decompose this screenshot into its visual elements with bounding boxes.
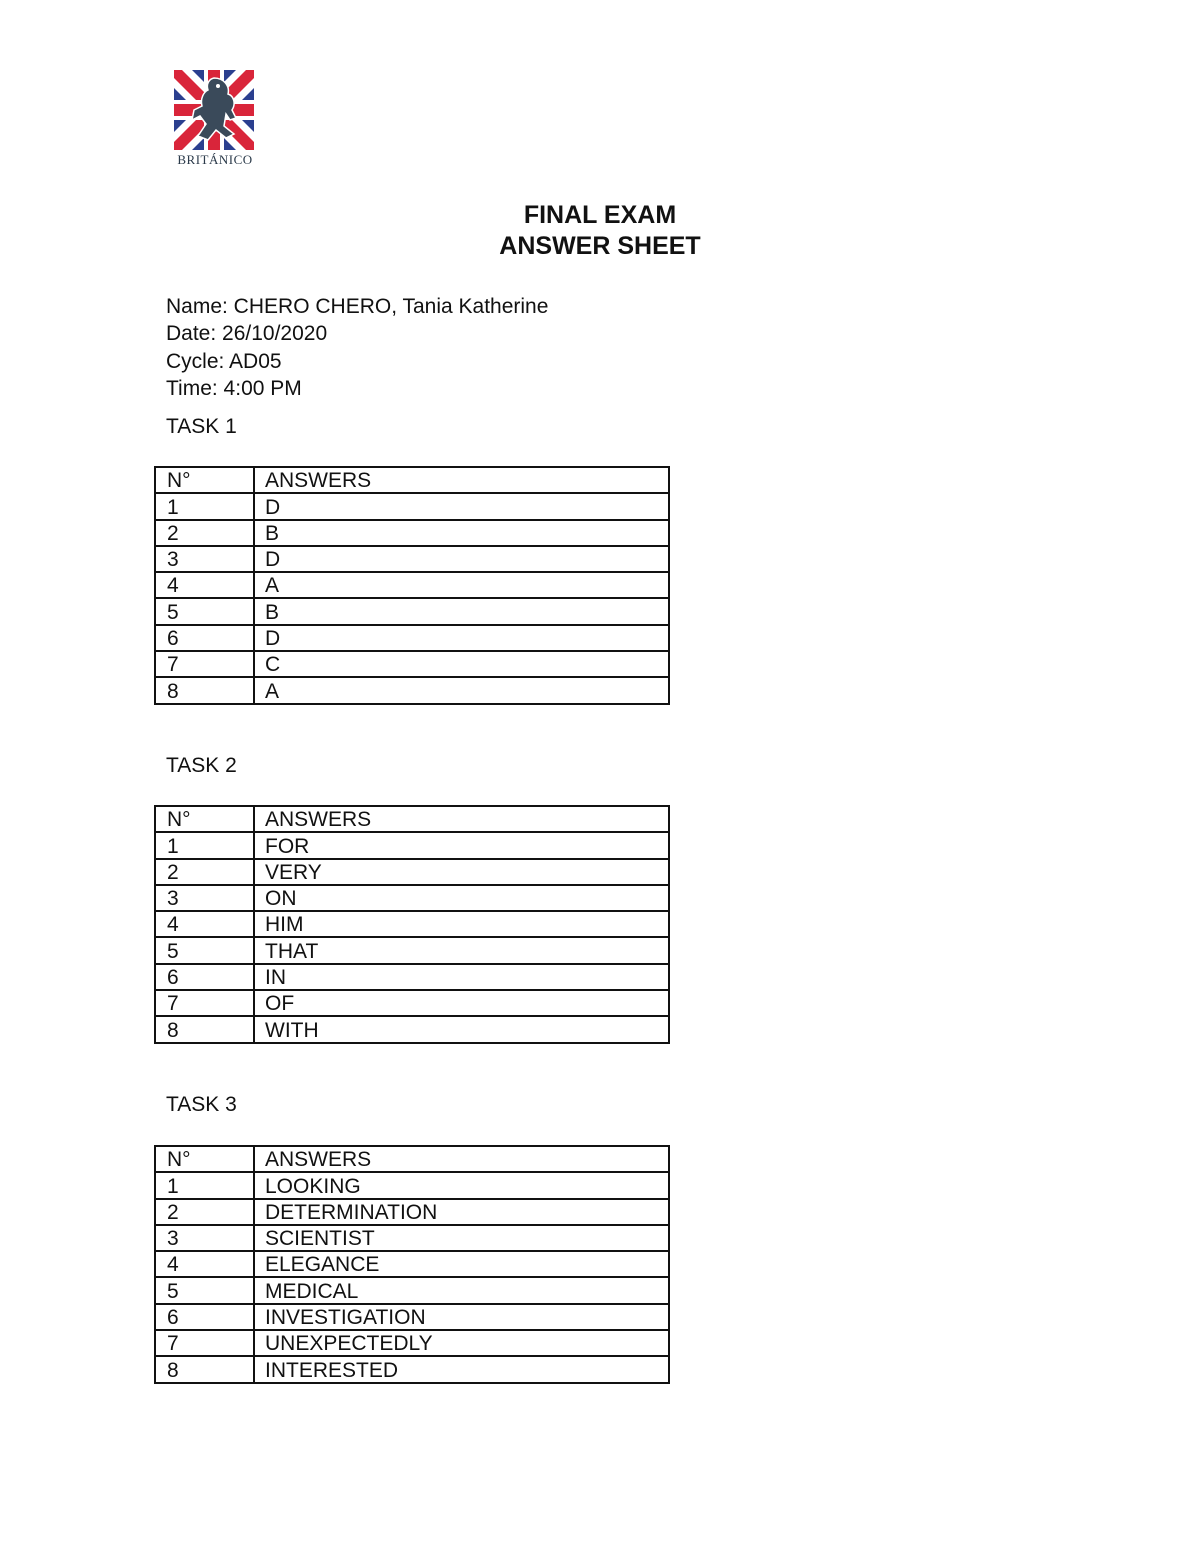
row-number: 2 <box>155 520 254 546</box>
row-answer: C <box>254 651 669 677</box>
task-2-heading: TASK 2 <box>166 754 237 777</box>
table-row <box>155 625 669 651</box>
table-row <box>155 1199 669 1225</box>
row-number: 8 <box>155 1356 254 1382</box>
task-1-heading: TASK 1 <box>166 415 237 438</box>
table-row <box>155 1251 669 1277</box>
student-name: Name: CHERO CHERO, Tania Katherine <box>166 295 549 318</box>
table-row <box>155 520 669 546</box>
table-row <box>155 1172 669 1198</box>
row-number: 4 <box>155 1251 254 1277</box>
row-number: 1 <box>155 493 254 519</box>
table-row <box>155 677 669 703</box>
column-header-answers: ANSWERS <box>254 806 669 832</box>
table-row <box>155 493 669 519</box>
exam-subtitle: ANSWER SHEET <box>499 232 701 260</box>
row-answer: D <box>254 493 669 519</box>
row-answer: D <box>254 546 669 572</box>
row-number: 5 <box>155 937 254 963</box>
row-number: 7 <box>155 1330 254 1356</box>
row-number: 3 <box>155 885 254 911</box>
row-number: 5 <box>155 598 254 624</box>
row-number: 6 <box>155 1304 254 1330</box>
exam-date: Date: 26/10/2020 <box>166 322 328 346</box>
row-answer: INVESTIGATION <box>254 1304 669 1330</box>
row-answer: VERY <box>254 859 669 885</box>
row-number: 6 <box>155 625 254 651</box>
exam-time: Time: 4:00 PM <box>166 376 302 400</box>
task-1-table <box>154 466 670 705</box>
table-row <box>155 1356 669 1382</box>
column-header-number: N° <box>155 1146 254 1172</box>
row-number: 2 <box>155 859 254 885</box>
union-jack-lion-emblem <box>174 70 254 150</box>
task-2-table <box>154 805 670 1044</box>
row-answer: D <box>254 625 669 651</box>
row-answer: HIM <box>254 911 669 937</box>
exam-title: FINAL EXAM <box>523 201 677 229</box>
column-header-answers: ANSWERS <box>254 467 669 493</box>
table-row <box>155 964 669 990</box>
britanico-logo <box>174 70 256 170</box>
row-number: 8 <box>155 1016 254 1042</box>
row-answer: A <box>254 572 669 598</box>
table-row <box>155 1304 669 1330</box>
row-answer: OF <box>254 990 669 1016</box>
row-answer: FOR <box>254 832 669 858</box>
table-row <box>155 937 669 963</box>
row-answer: A <box>254 677 669 703</box>
row-number: 6 <box>155 964 254 990</box>
row-answer: UNEXPECTEDLY <box>254 1330 669 1356</box>
table-row <box>155 1330 669 1356</box>
row-number: 3 <box>155 546 254 572</box>
table-header-row <box>155 467 669 493</box>
row-answer: LOOKING <box>254 1172 669 1198</box>
row-answer: MEDICAL <box>254 1277 669 1303</box>
exam-cycle: Cycle: AD05 <box>166 349 282 373</box>
row-answer: B <box>254 598 669 624</box>
task-3-table <box>154 1145 670 1384</box>
row-answer: ELEGANCE <box>254 1251 669 1277</box>
row-number: 8 <box>155 677 254 703</box>
column-header-number: N° <box>155 467 254 493</box>
row-answer: SCIENTIST <box>254 1225 669 1251</box>
row-number: 7 <box>155 651 254 677</box>
table-row <box>155 546 669 572</box>
row-number: 1 <box>155 1172 254 1198</box>
logo-wordmark: BRITÁNICO <box>177 152 253 167</box>
row-number: 4 <box>155 572 254 598</box>
table-row <box>155 1277 669 1303</box>
row-answer: B <box>254 520 669 546</box>
row-answer: THAT <box>254 937 669 963</box>
row-answer: DETERMINATION <box>254 1199 669 1225</box>
row-number: 3 <box>155 1225 254 1251</box>
row-answer: WITH <box>254 1016 669 1042</box>
column-header-answers: ANSWERS <box>254 1146 669 1172</box>
table-row <box>155 911 669 937</box>
table-row <box>155 832 669 858</box>
table-row <box>155 651 669 677</box>
table-row <box>155 598 669 624</box>
table-row <box>155 885 669 911</box>
column-header-number: N° <box>155 806 254 832</box>
task-3-heading: TASK 3 <box>166 1093 237 1116</box>
table-row <box>155 572 669 598</box>
row-answer: IN <box>254 964 669 990</box>
table-row <box>155 859 669 885</box>
row-answer: ON <box>254 885 669 911</box>
row-number: 7 <box>155 990 254 1016</box>
row-number: 1 <box>155 832 254 858</box>
table-header-row <box>155 1146 669 1172</box>
row-number: 4 <box>155 911 254 937</box>
row-answer: INTERESTED <box>254 1356 669 1382</box>
table-row <box>155 990 669 1016</box>
table-row <box>155 1225 669 1251</box>
table-header-row <box>155 806 669 832</box>
row-number: 2 <box>155 1199 254 1225</box>
student-info <box>166 293 548 402</box>
table-row <box>155 1016 669 1042</box>
row-number: 5 <box>155 1277 254 1303</box>
